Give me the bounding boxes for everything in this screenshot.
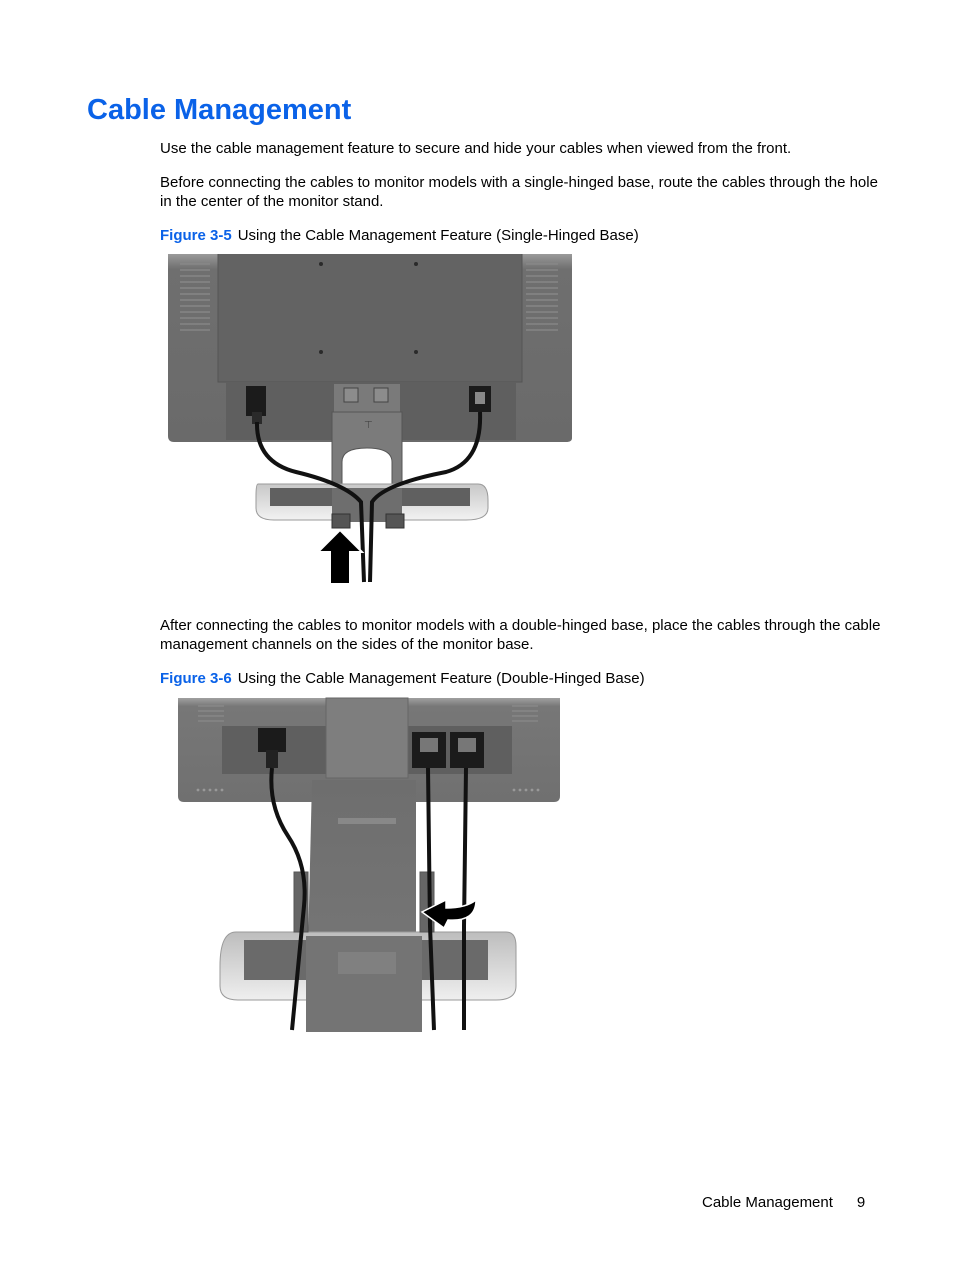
vga-cable <box>464 768 466 1030</box>
svg-text:⊤: ⊤ <box>364 420 373 431</box>
double-hinged-paragraph: After connecting the cables to monitor models with a double-hinged base, place the cables through the cable management channels on the sides of the monitor base. <box>160 617 881 653</box>
figure-title: Using the Cable Management Feature (Double-Hinged Base) <box>237 670 645 687</box>
page-number: 9 <box>856 1194 866 1211</box>
figure-label: Figure 3-5 <box>160 227 232 244</box>
power-connector <box>258 728 286 752</box>
footer-section-title: Cable Management <box>702 1194 833 1211</box>
figure-caption-3-5 <box>160 226 639 245</box>
single-hinged-paragraph: Before connecting the cables to monitor models with a single-hinged base, route the cables through the hole in the center of the monitor stand. <box>160 174 878 210</box>
figure-label: Figure 3-6 <box>160 670 232 687</box>
figure-3-5-illustration <box>166 252 576 592</box>
figure-3-6-illustration <box>176 696 566 1036</box>
up-arrow-icon <box>318 530 362 584</box>
figure-caption-3-6 <box>160 669 645 688</box>
figure-title: Using the Cable Management Feature (Single-Hinged Base) <box>237 227 639 244</box>
intro-paragraph: Use the cable management feature to secure and hide your cables when viewed from the front. <box>160 140 792 157</box>
power-connector <box>246 386 266 416</box>
page-title: Cable Management <box>87 94 352 126</box>
page-footer <box>702 1193 865 1212</box>
